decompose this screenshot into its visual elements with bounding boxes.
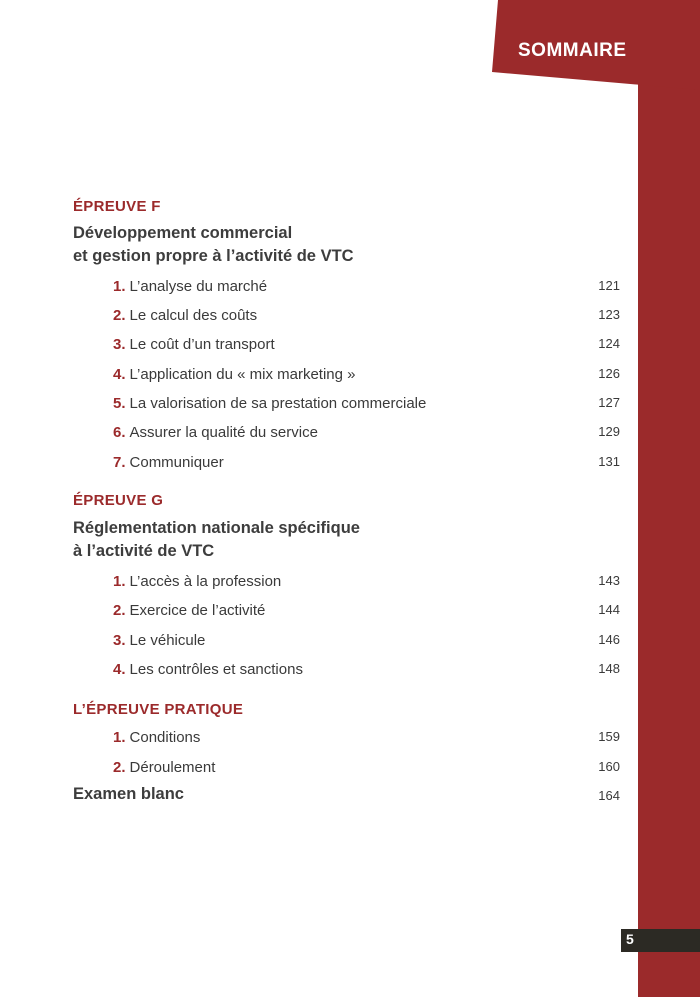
page-ref: 126 (598, 366, 620, 381)
page-ref: 160 (598, 759, 620, 774)
toc-item[interactable]: 7. Communiquer 131 (113, 454, 620, 471)
page-ref: 159 (598, 729, 620, 744)
page-ref: 143 (598, 573, 620, 588)
page-number: 5 (626, 931, 634, 947)
page-ref: 148 (598, 661, 620, 676)
toc-item[interactable]: 3. Le coût d’un transport 124 (113, 336, 620, 353)
toc-item[interactable]: 1. L’analyse du marché 121 (113, 278, 620, 295)
toc-item[interactable]: 4. L’application du « mix marketing » 126 (113, 366, 620, 383)
section-heading-pratique: L’ÉPREUVE PRATIQUE (73, 701, 244, 718)
toc-item[interactable]: 3. Le véhicule 146 (113, 632, 620, 649)
section-heading-g: ÉPREUVE G (73, 492, 164, 509)
toc-item[interactable]: 2. Exercice de l’activité 144 (113, 602, 620, 619)
toc-item-exam[interactable]: Examen blanc 164 (73, 785, 620, 803)
toc-item[interactable]: 2. Déroulement 160 (113, 759, 620, 776)
toc-item[interactable]: 1. Conditions 159 (113, 729, 620, 746)
page-ref: 164 (598, 788, 620, 803)
page-ref: 121 (598, 278, 620, 293)
toc-item[interactable]: 2. Le calcul des coûts 123 (113, 307, 620, 324)
page-ref: 123 (598, 307, 620, 322)
toc-item[interactable]: 5. La valorisation de sa prestation commerciale 127 (113, 395, 620, 412)
section-heading-f: ÉPREUVE F (73, 198, 161, 215)
section-title-g: Réglementation nationale spécifique à l’activité de VTC (73, 519, 360, 560)
section-title-f: Développement commercial et gestion propre à l’activité de VTC (73, 224, 354, 265)
page-ref: 144 (598, 602, 620, 617)
page-ref: 146 (598, 632, 620, 647)
page-ref: 129 (598, 424, 620, 439)
toc-item[interactable]: 1. L’accès à la profession 143 (113, 573, 620, 590)
side-color-band (638, 0, 700, 997)
page-ref: 131 (598, 454, 620, 469)
toc-item[interactable]: 6. Assurer la qualité du service 129 (113, 424, 620, 441)
page-ref: 127 (598, 395, 620, 410)
page-ref: 124 (598, 336, 620, 351)
toc-item[interactable]: 4. Les contrôles et sanctions 148 (113, 661, 620, 678)
page-title: SOMMAIRE (518, 40, 627, 61)
